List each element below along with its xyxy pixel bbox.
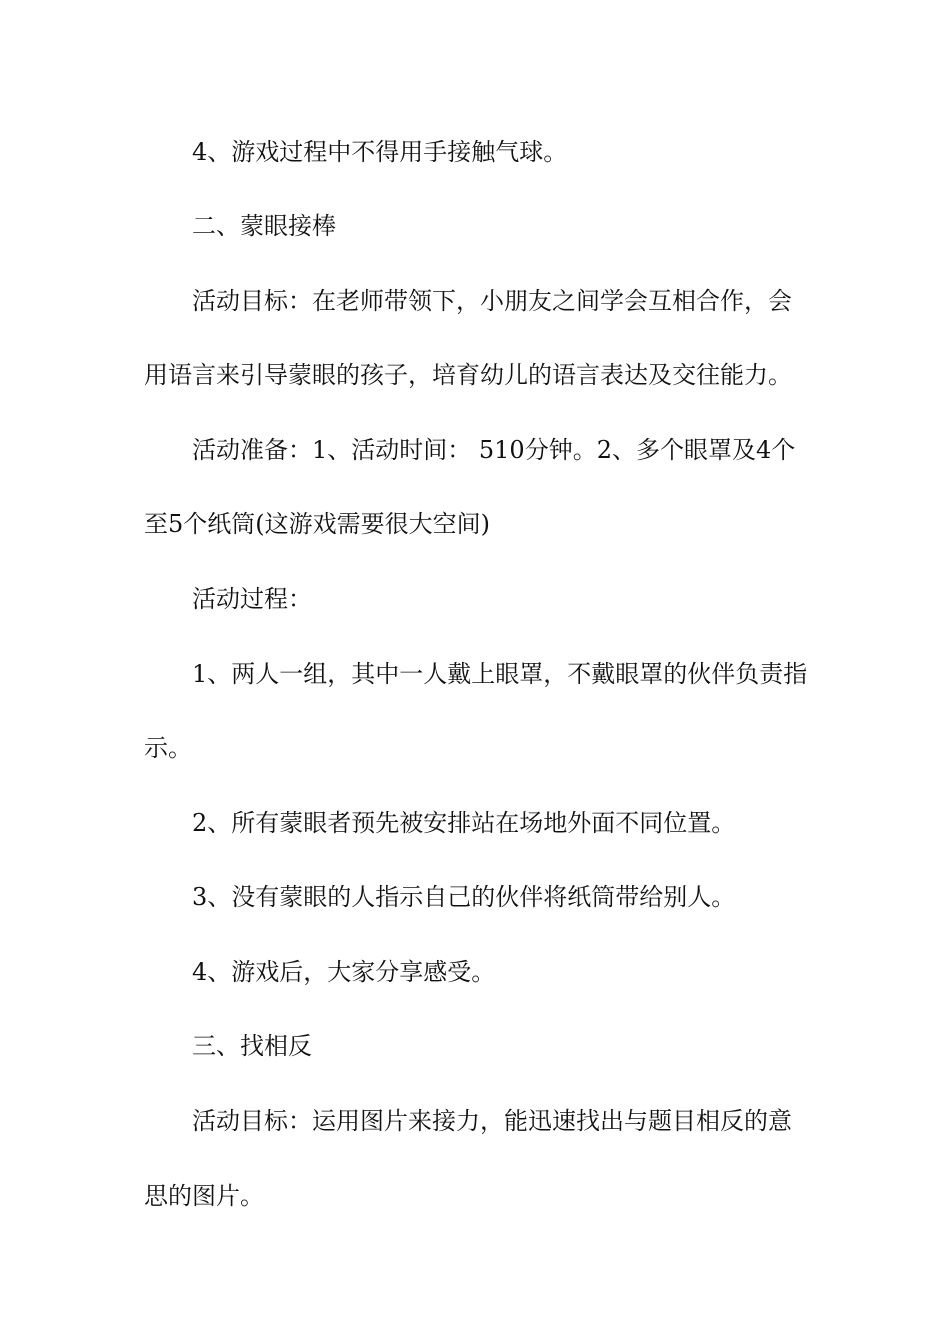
text-line: 活动准备：1、活动时间： 510分钟。2、多个眼罩及4个 bbox=[192, 436, 796, 464]
text-line: 4、游戏后，大家分享感受。 bbox=[192, 958, 496, 986]
text-line: 活动过程： bbox=[192, 585, 312, 613]
text-line: 示。 bbox=[144, 734, 192, 762]
section-heading: 三、找相反 bbox=[192, 1032, 312, 1060]
text-line: 用语言来引导蒙眼的孩子，培育幼儿的语言表达及交往能力。 bbox=[144, 361, 792, 389]
section-heading: 二、蒙眼接棒 bbox=[192, 212, 336, 240]
text-line: 思的图片。 bbox=[144, 1182, 264, 1210]
text-line: 1、两人一组，其中一人戴上眼罩，不戴眼罩的伙伴负责指 bbox=[192, 660, 808, 688]
text-line: 2、所有蒙眼者预先被安排站在场地外面不同位置。 bbox=[192, 809, 736, 837]
text-line: 3、没有蒙眼的人指示自己的伙伴将纸筒带给别人。 bbox=[192, 883, 736, 911]
text-line: 至5个纸筒(这游戏需要很大空间) bbox=[144, 510, 490, 538]
text-line: 活动目标：运用图片来接力，能迅速找出与题目相反的意 bbox=[192, 1107, 792, 1135]
text-line: 活动目标：在老师带领下，小朋友之间学会互相合作，会 bbox=[192, 287, 792, 315]
text-line: 4、游戏过程中不得用手接触气球。 bbox=[192, 138, 568, 166]
